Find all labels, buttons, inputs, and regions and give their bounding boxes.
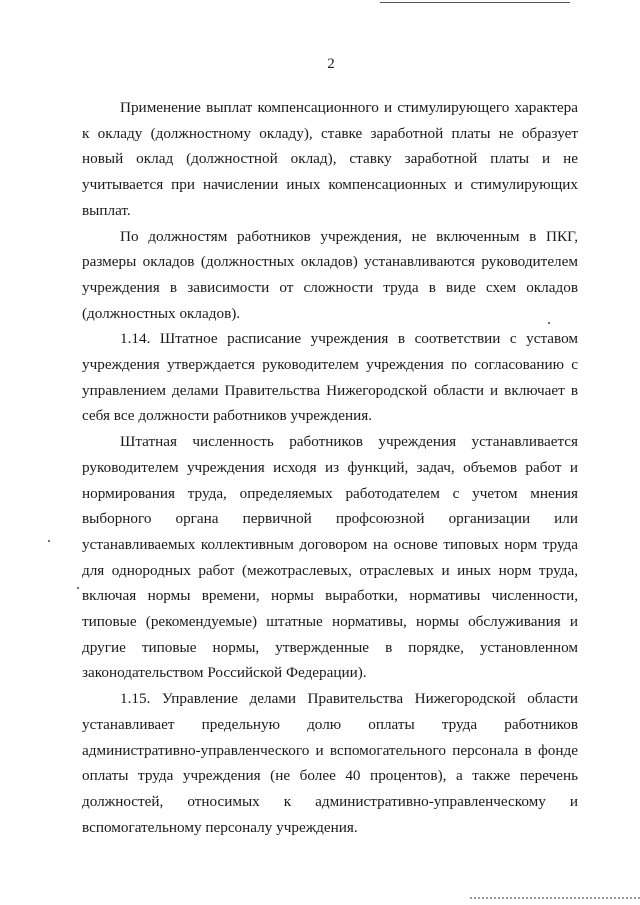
scan-edge-line: [380, 2, 570, 3]
scan-speck: [48, 540, 50, 542]
paragraph-compensation-payments: Применение выплат компенсационного и стимулирующего характера к окладу (должностному окладу), ставке заработной платы не образует новый оклад (должностной оклад), ставку заработной платы и не учитывается при начислении иных компенсационных и стимулирующих выплат.: [82, 99, 578, 219]
document-body: [82, 95, 578, 840]
paragraph-1-15-payroll-share: 1.15. Управление делами Правительства Нижегородской области устанавливает предельную долю оплаты труда работников административно-управленческого и вспомогательного персонала в фонде оплаты труда учреждения (не более 40 процентов), а также перечень должностей, относимых к административно-управленческому и вспомогательному персоналу учреждения.: [82, 690, 578, 836]
paragraph-salary-schemes: По должностям работников учреждения, не включенным в ПКГ, размеры окладов (должностных окладов) устанавливаются руководителем учреждения в зависимости от сложности труда в виде схем окладов (должностных окладов).: [82, 227, 578, 322]
scan-bottom-artifact: [470, 897, 640, 903]
scan-speck: [548, 322, 550, 324]
paragraph-staff-headcount: Штатная численность работников учреждения устанавливается руководителем учреждения исходя из функций, задач, объемов работ и нормирования труда, определяемых работодателем с учетом мнения выборного органа первичной профсоюзной организации или устанавливаемых коллективным договором на основе типовых норм труда для однородных работ (межотраслевых, отраслевых и иных норм труда, включая нормы времени, нормы выработки, нормативы численности, типовые (рекомендуемые) штатные нормативы, нормы обслуживания и другие типовые нормы, утвержденные в порядке, установленном законодательством Российской Федерации).: [82, 433, 578, 682]
scan-speck: [77, 587, 79, 589]
paragraph-1-14-staff-schedule: 1.14. Штатное расписание учреждения в соответствии с уставом учреждения утверждается руководителем учреждения по согласованию с управлением делами Правительства Нижегородской области и включает в себя все должности работников учреждения.: [82, 330, 578, 425]
page-number: 2: [327, 56, 335, 72]
